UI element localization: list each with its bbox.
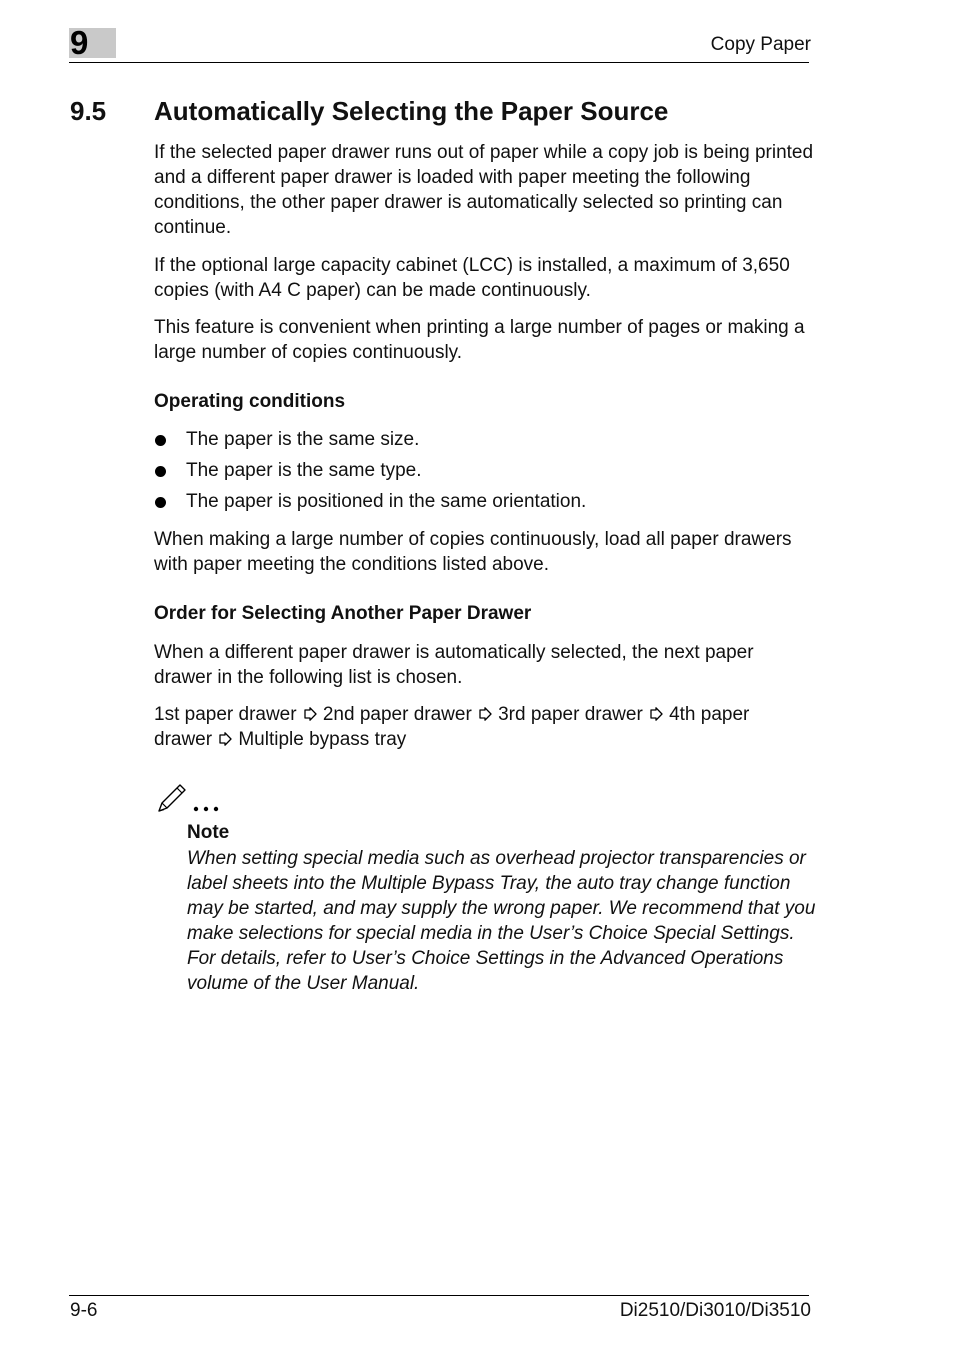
conditions-after-paragraph: When making a large number of copies continuously, load all paper drawers with paper meeting the conditions listed above.	[154, 529, 792, 575]
list-item: The paper is the same size.	[154, 428, 586, 459]
operating-conditions-heading: Operating conditions	[154, 391, 346, 412]
sequence-item: 1st paper drawer	[154, 704, 297, 725]
sequence-item: drawer	[154, 729, 213, 750]
drawer-sequence	[154, 702, 814, 752]
sequence-item: 4th paper	[669, 704, 750, 725]
arrow-right-icon	[303, 707, 317, 721]
bullet-icon	[155, 497, 166, 508]
bullet-icon	[155, 466, 166, 477]
chapter-number: 9	[70, 24, 89, 61]
intro-paragraph-2: If the optional large capacity cabinet (LCC) is installed, a maximum of 3,650 copies (with A4 C paper) can be made continuously.	[154, 255, 790, 301]
bullet-icon	[155, 435, 166, 446]
arrow-right-icon	[218, 732, 232, 746]
list-item: The paper is positioned in the same orientation.	[154, 490, 586, 521]
list-item: The paper is the same type.	[154, 459, 586, 490]
arrow-right-icon	[649, 707, 663, 721]
order-paragraph: When a different paper drawer is automatically selected, the next paper drawer in the following list is chosen.	[154, 642, 754, 688]
footer-divider	[69, 1295, 809, 1296]
model-name: Di2510/Di3010/Di3510	[619, 1300, 811, 1321]
pencil-note-icon	[156, 782, 222, 814]
section-number: 9.5	[70, 96, 107, 126]
section-title: Automatically Selecting the Paper Source	[154, 96, 669, 126]
intro-paragraph-3: This feature is convenient when printing a large number of pages or making a large number of copies continuously.	[154, 317, 805, 363]
note-text: When setting special media such as overhead projector transparencies or label sheets into the Multiple Bypass Tray, the auto tray change function may be started, and may supply the wrong paper. We recommend that you make selections for special media in the User’s Choice Special Settings. For details, refer to User’s Choice Settings in the Advanced Operations volume of the User Manual.	[187, 848, 816, 994]
arrow-right-icon	[478, 707, 492, 721]
sequence-item: 3rd paper drawer	[498, 704, 643, 725]
intro-paragraph-1: If the selected paper drawer runs out of paper while a copy job is being printed and a different paper drawer is loaded with paper meeting the following conditions, the other paper drawer is automatically selected so printing can continue.	[154, 142, 814, 238]
sequence-item: Multiple bypass tray	[238, 729, 407, 750]
running-header-title: Copy Paper	[710, 34, 811, 55]
note-label: Note	[187, 822, 230, 843]
header-divider	[69, 62, 809, 63]
order-heading: Order for Selecting Another Paper Drawer	[154, 603, 532, 624]
conditions-list	[154, 428, 586, 521]
sequence-item: 2nd paper drawer	[322, 704, 472, 725]
page-number: 9-6	[70, 1300, 98, 1321]
